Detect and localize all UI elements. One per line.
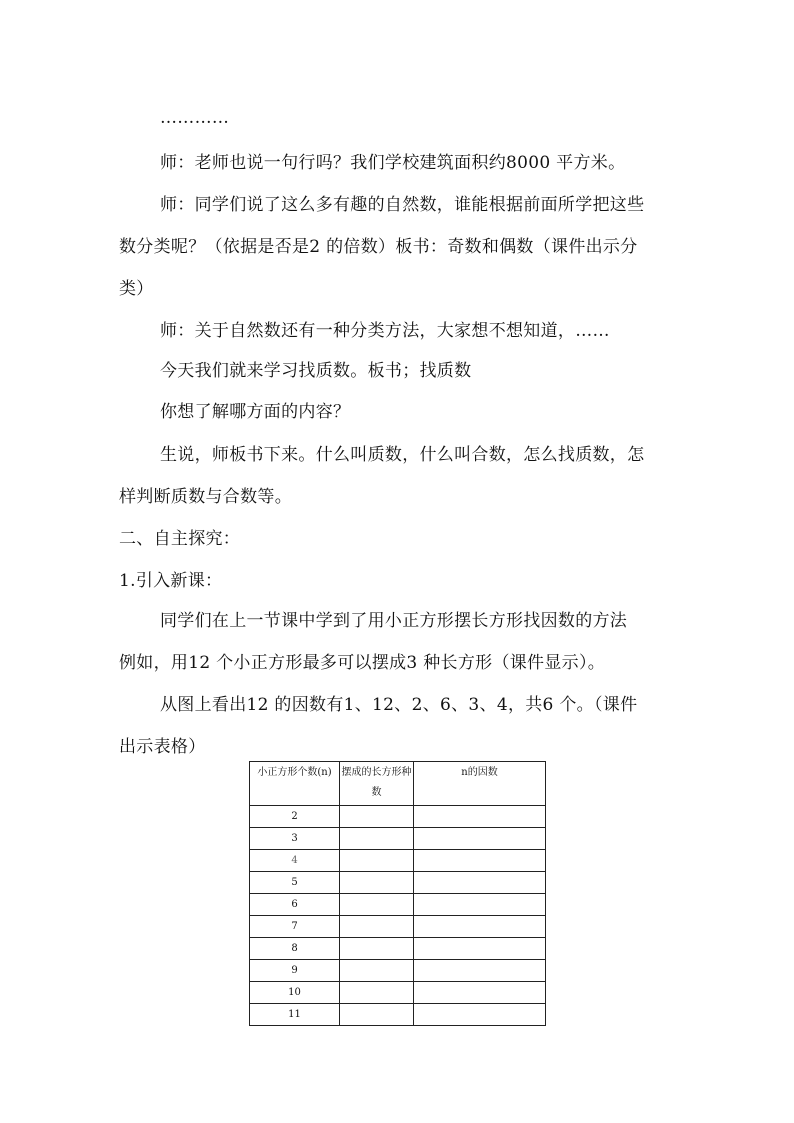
table-header-row [250,762,546,806]
row-n: 3 [250,828,340,850]
row-shapes-cell [340,938,414,960]
row-factors-cell [414,872,546,894]
line-classify-1: 师：同学们说了这么多有趣的自然数，谁能根据前面所学把这些 [160,195,645,215]
header-count: 小正方形个数(n) [250,762,340,806]
table-row [250,828,546,850]
line-teacher-area: 师：老师也说一句行吗？我们学校建筑面积约8000 平方米。 [160,153,626,173]
row-n: 6 [250,894,340,916]
line-dots: ………… [160,108,230,128]
line-factors-2: 出示表格） [119,737,206,757]
row-n: 5 [250,872,340,894]
row-factors-cell [414,938,546,960]
row-n: 9 [250,960,340,982]
row-shapes-cell [340,850,414,872]
line-classify-3: 类） [119,279,154,299]
factor-table [249,761,546,1026]
row-shapes-cell [340,828,414,850]
line-factors-1: 从图上看出12 的因数有1、12、2、6、3、4，共6 个。（课件 [160,695,638,715]
row-factors-cell [414,894,546,916]
line-question: 你想了解哪方面的内容？ [160,402,351,422]
row-factors-cell [414,806,546,828]
row-shapes-cell [340,806,414,828]
row-factors-cell [414,850,546,872]
row-factors-cell [414,982,546,1004]
row-n: 10 [250,982,340,1004]
line-students-1: 生说，师板书下来。什么叫质数，什么叫合数，怎么找质数，怎 [160,445,645,465]
section-heading: 二、自主探究： [119,529,241,549]
row-shapes-cell [340,982,414,1004]
line-today: 今天我们就来学习找质数。板书；找质数 [160,361,472,381]
table-row [250,1004,546,1026]
line-another-method: 师：关于自然数还有一种分类方法，大家想不想知道，…… [160,321,610,341]
row-factors-cell [414,1004,546,1026]
row-shapes-cell [340,916,414,938]
row-factors-cell [414,828,546,850]
row-factors-cell [414,916,546,938]
table-row [250,938,546,960]
row-shapes-cell [340,894,414,916]
row-n: 11 [250,1004,340,1026]
table-row [250,916,546,938]
table-row [250,806,546,828]
table-row [250,960,546,982]
line-students-2: 样判断质数与合数等。 [119,487,292,507]
line-lesson-1: 同学们在上一节课中学到了用小正方形摆长方形找因数的方法 [160,611,628,631]
row-n: 4 [250,850,340,872]
row-n: 2 [250,806,340,828]
line-classify-2: 数分类呢？（依据是否是2 的倍数）板书：奇数和偶数（课件出示分 [119,237,638,257]
row-shapes-cell [340,960,414,982]
row-shapes-cell [340,1004,414,1026]
table-row [250,982,546,1004]
subsection-heading: 1.引入新课： [119,571,223,591]
table-row [250,894,546,916]
table-row [250,850,546,872]
row-n: 8 [250,938,340,960]
row-shapes-cell [340,872,414,894]
header-shapes: 摆成的长方形种数 [340,762,414,806]
row-n: 7 [250,916,340,938]
row-factors-cell [414,960,546,982]
line-lesson-2: 例如，用12 个小正方形最多可以摆成3 种长方形（课件显示）。 [119,653,606,673]
table-row [250,872,546,894]
header-factors: n的因数 [414,762,546,806]
